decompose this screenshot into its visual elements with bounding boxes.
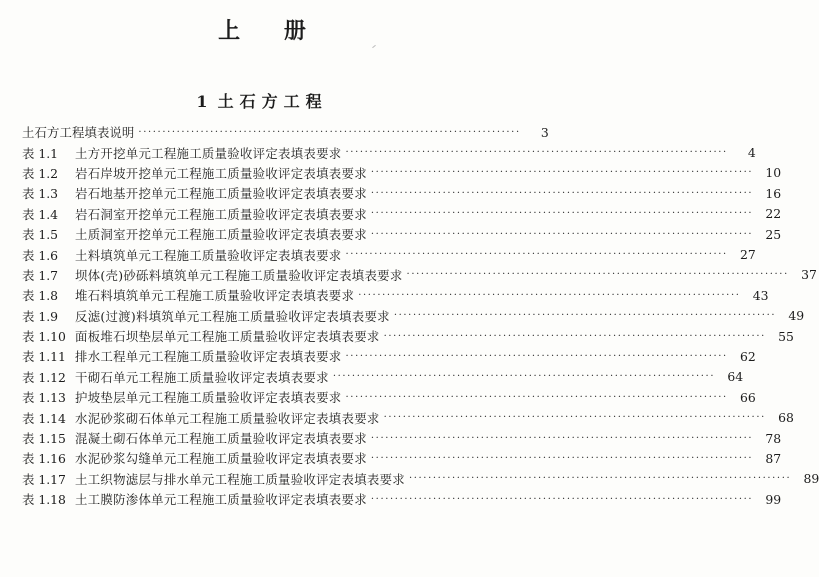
toc-entry-title: 土工膜防渗体单元工程施工质量验收评定表填表要求: [75, 492, 367, 508]
toc-leader-dots: ················································································: [370, 452, 754, 464]
toc-leader-dots: ················································································: [383, 412, 766, 424]
toc-entry: [22, 428, 782, 448]
toc-entry: [22, 163, 782, 183]
toc-entry-page: 4: [747, 145, 756, 161]
toc-entry-page: 99: [765, 491, 782, 507]
toc-leader-dots: ················································································: [332, 371, 716, 383]
toc-entry-title: 护坡垫层单元工程施工质量验收评定表填表要求: [75, 390, 342, 406]
toc-entry-page: 62: [740, 348, 756, 364]
chapter-name: 土石方工程: [217, 92, 328, 111]
toc-leader-dots: ················································································: [406, 269, 789, 281]
toc-entry-page: 89: [803, 471, 819, 487]
toc-entry: [22, 407, 794, 427]
toc-entry-label: 表 1.14: [22, 410, 66, 426]
toc-entry-page: 68: [778, 410, 794, 426]
toc-entry-title: 土石方工程填表说明: [22, 125, 135, 141]
toc-leader-dots: ················································································: [408, 473, 792, 485]
toc-leader-dots: ················································································: [383, 330, 766, 342]
toc-entry-title: 面板堆石坝垫层单元工程施工质量验收评定表填表要求: [75, 329, 380, 345]
toc-entry: [22, 326, 794, 346]
toc-entry: [22, 448, 782, 468]
toc-entry-label: 表 1.6: [22, 247, 59, 263]
toc-entry-label: 表 1.7: [22, 267, 59, 283]
toc-entry-page: 25: [765, 226, 782, 242]
toc-leader-dots: ················································································: [345, 147, 728, 159]
toc-entry-title: 岩石洞室开挖单元工程施工质量验收评定表填表要求: [75, 206, 367, 222]
toc-entry: [22, 387, 756, 407]
toc-leader-dots: ················································································: [370, 187, 754, 199]
toc-entry-label: 表 1.8: [22, 288, 59, 304]
toc-entry-title: 混凝土砌石体单元工程施工质量验收评定表填表要求: [75, 431, 367, 447]
table-of-contents: [22, 122, 819, 509]
toc-entry-label: 表 1.9: [22, 308, 59, 324]
toc-leader-dots: ················································································: [370, 208, 754, 220]
toc-leader-dots: ················································································: [370, 432, 754, 444]
toc-leader-dots: ················································································: [370, 167, 754, 179]
toc-entry-page: 37: [801, 267, 817, 283]
toc-entry: [22, 204, 782, 224]
toc-entry-label: 表 1.10: [22, 329, 66, 345]
toc-entry-page: 22: [765, 206, 782, 222]
toc-entry-label: 表 1.13: [22, 390, 66, 406]
volume-title: 上 册: [218, 18, 324, 44]
toc-entry-page: 66: [740, 389, 756, 405]
toc-entry-label: 表 1.16: [22, 451, 66, 467]
toc-entry: [22, 183, 782, 203]
toc-entry: [22, 285, 769, 305]
toc-entry: [22, 224, 782, 244]
toc-entry-label: 表 1.18: [22, 492, 66, 508]
toc-leader-dots: ················································································: [370, 228, 754, 240]
toc-entry-title: 岩石岸坡开挖单元工程施工质量验收评定表填表要求: [75, 165, 367, 181]
chapter-number: 1: [196, 92, 208, 111]
toc-entry-page: 10: [765, 165, 782, 181]
toc-entry-page: 49: [788, 308, 805, 324]
toc-entry-title: 水泥砂浆勾缝单元工程施工质量验收评定表填表要求: [75, 451, 367, 467]
toc-entry: [22, 142, 756, 162]
toc-entry-label: 表 1.12: [22, 369, 66, 385]
toc-entry-page: 27: [740, 247, 756, 263]
toc-entry-title: 坝体(壳)砂砾料填筑单元工程施工质量验收评定表填表要求: [75, 267, 403, 283]
toc-entry-title: 反滤(过渡)料填筑单元工程施工质量验收评定表填表要求: [75, 308, 390, 324]
toc-entry-title: 干砌石单元工程施工质量验收评定表填表要求: [75, 369, 329, 385]
toc-entry-label: 表 1.17: [22, 471, 66, 487]
toc-entry-label: 表 1.4: [22, 206, 59, 222]
toc-leader-dots: ················································································: [370, 493, 754, 505]
scan-speck: [372, 45, 376, 48]
toc-entry-page: 87: [765, 450, 782, 466]
toc-leader-dots: ················································································: [345, 391, 728, 403]
toc-entry-title: 土质洞室开挖单元工程施工质量验收评定表填表要求: [75, 227, 367, 243]
toc-entry-page: 16: [765, 185, 782, 201]
toc-entry-title: 土工织物滤层与排水单元工程施工质量验收评定表填表要求: [75, 471, 405, 487]
toc-entry-title: 土料填筑单元工程施工质量验收评定表填表要求: [75, 247, 342, 263]
toc-leader-dots: ················································································: [345, 350, 728, 362]
toc-entry-label: 表 1.2: [22, 165, 59, 181]
toc-entry-page: 55: [778, 328, 794, 344]
toc-entry-title: 排水工程单元工程施工质量验收评定表填表要求: [75, 349, 342, 365]
toc-entry-page: 3: [540, 124, 549, 140]
toc-entry: [22, 367, 744, 387]
toc-entry: [22, 346, 756, 366]
toc-entry-page: 78: [765, 430, 782, 446]
toc-entry: [22, 122, 549, 142]
toc-entry-label: 表 1.1: [22, 145, 59, 161]
toc-entry-label: 表 1.15: [22, 431, 66, 447]
toc-leader-dots: ················································································: [138, 126, 521, 138]
toc-entry-label: 表 1.5: [22, 227, 59, 243]
toc-entry: [22, 469, 819, 489]
toc-entry-page: 43: [752, 287, 769, 303]
toc-entry-title: 水泥砂浆砌石体单元工程施工质量验收评定表填表要求: [75, 410, 380, 426]
toc-entry-page: 64: [727, 369, 744, 385]
toc-entry-title: 堆石料填筑单元工程施工质量验收评定表填表要求: [75, 288, 355, 304]
toc-entry-label: 表 1.11: [22, 349, 66, 365]
toc-leader-dots: ················································································: [393, 310, 777, 322]
toc-entry: [22, 244, 756, 264]
toc-entry-title: 土方开挖单元工程施工质量验收评定表填表要求: [75, 145, 342, 161]
toc-entry: [22, 306, 805, 326]
toc-entry: [22, 265, 817, 285]
toc-entry-title: 岩石地基开挖单元工程施工质量验收评定表填表要求: [75, 186, 367, 202]
chapter-title: [0, 89, 524, 112]
toc-leader-dots: ················································································: [358, 289, 741, 301]
toc-entry: [22, 489, 782, 509]
toc-entry-label: 表 1.3: [22, 186, 59, 202]
toc-leader-dots: ················································································: [345, 249, 728, 261]
